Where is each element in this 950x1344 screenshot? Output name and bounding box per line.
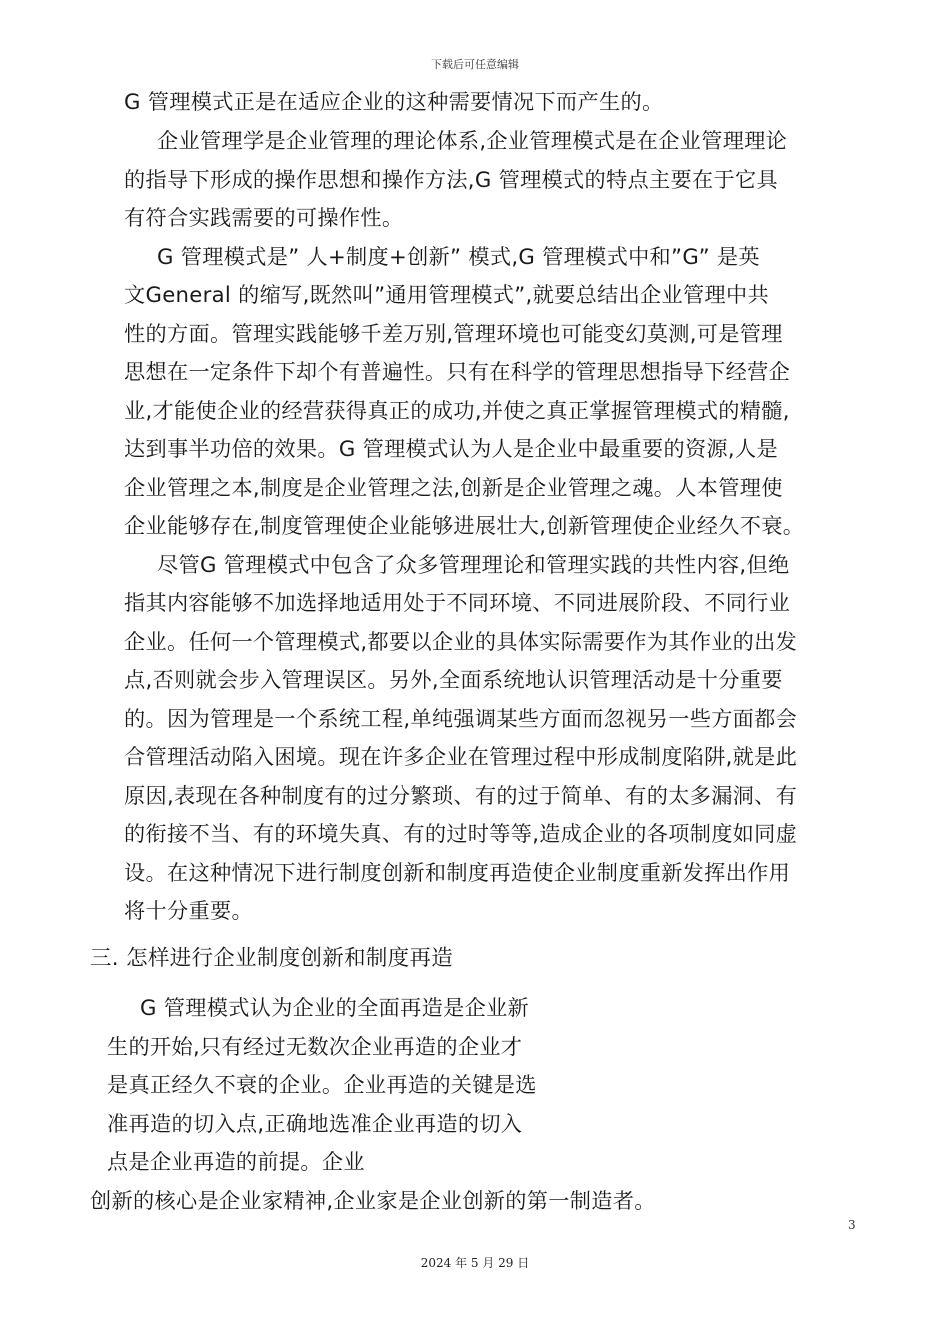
text-line: 思想在一定条件下却个有普遍性。只有在科学的管理思想指导下经营企 bbox=[124, 359, 791, 384]
text-line: 文General 的缩写,既然叫”通用管理模式”,就要总结出企业管理中共 bbox=[124, 282, 769, 307]
text-line: 企业。任何一个管理模式,都要以企业的具体实际需要作为其作业的出发 bbox=[124, 629, 798, 654]
paragraph-start-line: G 管理模式认为企业的全面再造是企业新 bbox=[140, 995, 530, 1020]
text-line: 的指导下形成的操作思想和操作方法,G 管理模式的特点主要在于它具 bbox=[124, 167, 778, 192]
text-line: 指其内容能够不加选择地适用处于不同环境、不同进展阶段、不同行业 bbox=[124, 590, 791, 615]
text-line: 企业能够存在,制度管理使企业能够进展壮大,创新管理使企业经久不衰。 bbox=[124, 513, 805, 538]
text-line: 将十分重要。 bbox=[124, 898, 253, 923]
text-line: 是真正经久不衰的企业。企业再造的关键是选 bbox=[107, 1072, 537, 1097]
paragraph-start-line: 企业管理学是企业管理的理论体系,企业管理模式是在企业管理理论 bbox=[157, 128, 788, 153]
text-line: 有符合实践需要的可操作性。 bbox=[124, 205, 404, 230]
text-line: 创新的核心是企业家精神,企业家是企业创新的第一制造者。 bbox=[90, 1188, 656, 1213]
text-line: 的。因为管理是一个系统工程,单纯强调某些方面而忽视另一些方面都会 bbox=[124, 706, 798, 731]
text-line: 企业管理之本,制度是企业管理之法,创新是企业管理之魂。人本管理使 bbox=[124, 475, 783, 500]
text-line: 点是企业再造的前提。企业 bbox=[107, 1149, 365, 1174]
text-line: 达到事半功倍的效果。G 管理模式认为人是企业中最重要的资源,人是 bbox=[124, 436, 778, 461]
text-line: 生的开始,只有经过无数次企业再造的企业才 bbox=[107, 1034, 523, 1059]
text-line: 业,才能使企业的经营获得真正的成功,并使之真正掌握管理模式的精髓, bbox=[124, 398, 790, 423]
text-line: 设。在这种情况下进行制度创新和制度再造使企业制度重新发挥出作用 bbox=[124, 860, 791, 885]
section-heading: 三. 怎样进行企业制度创新和制度再造 bbox=[90, 946, 454, 971]
paragraph-start-line: G 管理模式是” 人+制度+创新” 模式,G 管理模式中和”G” 是英 bbox=[157, 244, 760, 269]
text-line: G 管理模式正是在适应企业的这种需要情况下而产生的。 bbox=[124, 89, 664, 114]
text-line: 点,否则就会步入管理误区。另外,全面系统地认识管理活动是十分重要 bbox=[124, 667, 783, 692]
page-header: 下载后可任意编辑 bbox=[431, 58, 519, 71]
page-footer-date: 2024 年 5 月 29 日 bbox=[420, 1256, 530, 1270]
text-line: 原因,表现在各种制度有的过分繁琐、有的过于简单、有的太多漏洞、有 bbox=[124, 783, 798, 808]
text-line: 合管理活动陷入困境。现在许多企业在管理过程中形成制度陷阱,就是此 bbox=[124, 744, 798, 769]
page-number: 3 bbox=[848, 1218, 856, 1232]
text-line: 性的方面。管理实践能够千差万别,管理环境也可能变幻莫测,可是管理 bbox=[124, 321, 783, 346]
text-line: 的衔接不当、有的环境失真、有的过时等等,造成企业的各项制度如同虚 bbox=[124, 821, 798, 846]
paragraph-start-line: 尽管G 管理模式中包含了众多管理理论和管理实践的共性内容,但绝 bbox=[157, 552, 790, 577]
text-line: 准再造的切入点,正确地选准企业再造的切入 bbox=[107, 1111, 523, 1136]
